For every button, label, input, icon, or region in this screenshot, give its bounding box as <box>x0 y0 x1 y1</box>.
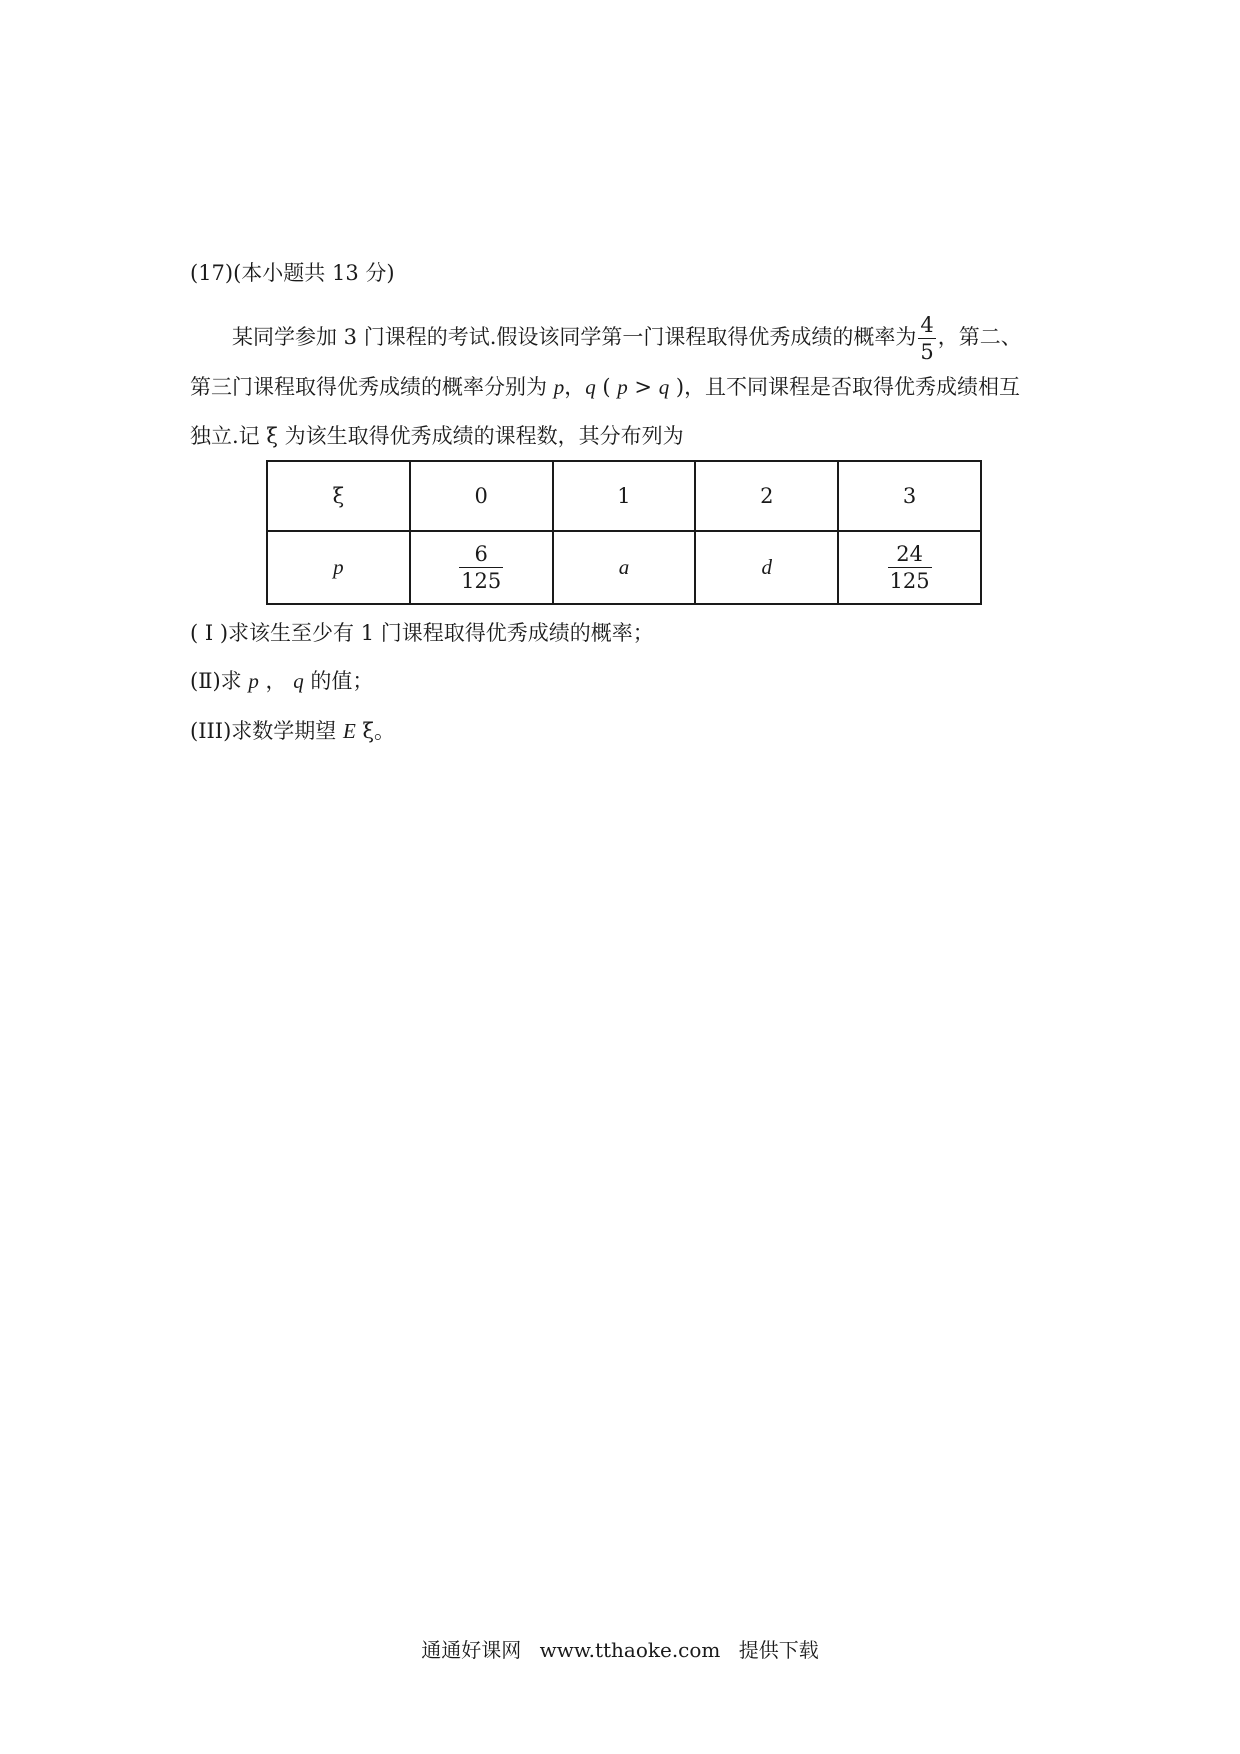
question-1: ( I )求该生至少有 1 门课程取得优秀成绩的概率； <box>190 621 654 645</box>
footer-site-name: 通通好课网 <box>421 1638 522 1662</box>
problem-header: (17)(本小题共 13 分) <box>190 261 395 285</box>
problem-stem-line-3: 独立.记 ξ 为该生取得优秀成绩的课程数，其分布列为 <box>190 424 684 448</box>
stem-line-1-prefix: 某同学参加 3 门课程的考试.假设该同学第一门课程取得优秀成绩的概率为 <box>232 325 917 349</box>
table-cell-p3 <box>838 531 981 604</box>
var-q: q <box>585 375 596 399</box>
paren-open: ( <box>595 375 618 399</box>
table-cell-2: 2 <box>695 461 838 531</box>
fraction-denominator: 5 <box>920 340 934 364</box>
table-cell-p-label: p <box>267 531 410 604</box>
stem-comma: ， <box>564 375 586 399</box>
q3-prefix: (III)求数学期望 <box>190 719 343 743</box>
table-cell-p2: d <box>695 531 838 604</box>
table-cell-p1: a <box>553 531 696 604</box>
fraction-numerator: 24 <box>896 542 923 566</box>
table-cell-3: 3 <box>838 461 981 531</box>
question-2 <box>190 666 373 696</box>
q2-prefix: (Ⅱ)求 <box>190 669 249 693</box>
greater-than: > <box>627 375 659 399</box>
q2-var-p: p <box>248 669 259 693</box>
stem-line-2-b: ，且不同课程是否取得优秀成绩相互 <box>684 375 1021 399</box>
table-cell-1: 1 <box>553 461 696 531</box>
problem-stem-line-1 <box>232 312 1022 365</box>
page-footer <box>0 1634 1240 1663</box>
table-prob-row <box>267 531 981 604</box>
q2-sep: ， <box>258 669 294 693</box>
fraction-denominator: 125 <box>461 569 502 593</box>
question-3 <box>190 716 395 746</box>
var-q-inline: q <box>658 375 670 399</box>
distribution-table <box>266 460 982 605</box>
table-header-row <box>267 461 981 531</box>
footer-provide: 提供下载 <box>738 1638 819 1662</box>
var-p-inline: p <box>617 375 628 399</box>
paren-close: ) <box>669 375 685 399</box>
q3-var-E: E <box>342 719 356 743</box>
fraction-p0 <box>459 541 503 594</box>
footer-url[interactable]: www.tthaoke.com <box>539 1638 721 1662</box>
q2-var-q: q <box>293 669 304 693</box>
fraction-denominator: 125 <box>889 569 930 593</box>
problem-stem-line-2 <box>190 372 1020 402</box>
stem-line-1-suffix: ，第二、 <box>937 325 1022 349</box>
fraction-four-fifths <box>918 312 935 365</box>
fraction-p3 <box>888 541 932 594</box>
q2-suffix: 的值； <box>303 669 374 693</box>
stem-line-2-a: 第三门课程取得优秀成绩的概率分别为 <box>190 375 554 399</box>
table-cell-xi: ξ <box>267 461 410 531</box>
table-cell-p0 <box>410 531 553 604</box>
fraction-numerator: 4 <box>920 313 934 337</box>
fraction-numerator: 6 <box>474 542 488 566</box>
table-cell-0: 0 <box>410 461 553 531</box>
var-p: p <box>553 375 565 399</box>
q3-suffix: ξ。 <box>355 719 396 743</box>
